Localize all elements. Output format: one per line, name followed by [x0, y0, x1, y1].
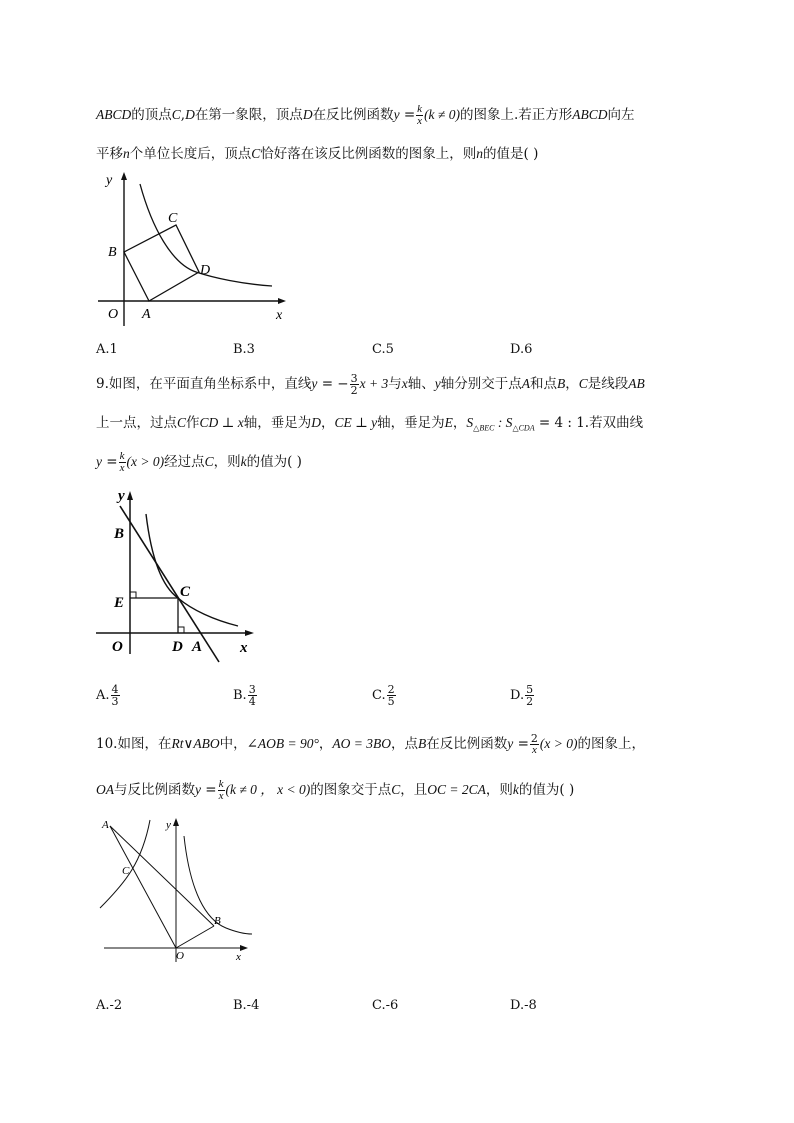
q9-x-arrow [245, 630, 254, 636]
q9-k-over-x: $\frac{k}{x}$ [119, 450, 125, 474]
q9-label-y: y [118, 488, 125, 504]
q10-option-b[interactable]: B.-4 [233, 998, 260, 1013]
q10-two-over-x: $\frac{2}{x}$ [530, 732, 538, 756]
q9-line-ab [120, 506, 219, 662]
q9-text-line-1: 9.如图，在平面直角坐标系中，直线y = − $\frac{3}{2}$ x + 3与x轴、y轴分别交于点A和点B，C是线段AB [96, 372, 645, 397]
q8-label-y: y [106, 173, 113, 188]
q10-label-x: x [236, 951, 241, 963]
q8-option-a[interactable]: A.1 [96, 342, 118, 357]
q10-label-y: y [166, 819, 171, 831]
q8-x-arrow [278, 298, 286, 304]
q10-x-arrow [240, 945, 248, 951]
q8-square-abcd [124, 225, 199, 301]
q8-option-b[interactable]: B.3 [233, 342, 255, 357]
q10-option-d[interactable]: D.-8 [510, 998, 537, 1013]
q8-label-b: B [108, 245, 117, 260]
q8-square-name: ABCD [96, 107, 132, 122]
q10-label-o: O [176, 950, 184, 962]
q9-three-halves: $\frac{3}{2}$ [350, 372, 358, 397]
q8-k-over-x: $\frac{k}{x}$ [417, 103, 423, 127]
q8-option-c[interactable]: C.5 [372, 342, 394, 357]
q9-text-line-3: y = $\frac{k}{x}$ (x > 0)经过点C，则k的值为( ) [96, 450, 302, 474]
q8-figure [92, 168, 302, 326]
q9-right-angle-d [178, 627, 184, 633]
q10-label-c: C [122, 865, 130, 877]
q9-figure [92, 484, 262, 666]
q8-label-a: A [142, 307, 151, 322]
q10-y-arrow [173, 818, 179, 826]
q10-text-line-1: 10.如图，在Rt∨ABO中，∠AOB = 90°，AO = 3BO，点B在反比例函数y = $\frac{2}{x}$ (x > 0)的图象上， [96, 732, 645, 756]
q9-option-b[interactable]: B. $\frac{3}{4}$ [233, 683, 256, 708]
q10-k-over-x: $\frac{k}{x}$ [218, 778, 224, 802]
q8-y-arrow [121, 172, 127, 180]
q8-label-c: C [168, 211, 178, 226]
q10-label-b: B [214, 915, 221, 927]
q9-label-a: A [192, 639, 203, 655]
q8-option-d[interactable]: D.6 [510, 342, 533, 357]
q10-hyperbola-left [100, 820, 150, 908]
q10-option-c[interactable]: C.-6 [372, 998, 399, 1013]
q9-right-angle-e [130, 592, 136, 598]
q8-label-d: D [200, 263, 211, 278]
q9-label-e: E [114, 595, 125, 611]
q10-text-line-2: OA与反比例函数y = $\frac{k}{x}$ (k ≠ 0 ， x < 0)的图象交于点C，且OC = 2CA，则k的值为( ) [96, 778, 575, 802]
q8-label-o: O [108, 307, 119, 322]
q8-text-line-2: 平移n个单位长度后，顶点C恰好落在该反比例函数的图象上，则n的值是( ) [96, 146, 539, 162]
q9-label-b: B [114, 526, 125, 542]
q9-label-o: O [112, 639, 123, 655]
q8-label-x: x [276, 308, 283, 323]
q10-option-a[interactable]: A.-2 [96, 998, 123, 1013]
q9-option-c[interactable]: C. $\frac{2}{5}$ [372, 683, 395, 708]
q9-label-c: C [180, 584, 191, 600]
q10-figure [96, 812, 268, 964]
q9-label-d: D [172, 639, 183, 655]
q9-option-a[interactable]: A. $\frac{4}{3}$ [96, 683, 119, 708]
q9-label-x: x [240, 640, 248, 656]
q10-label-a: A [102, 819, 109, 831]
q9-text-line-2: 上一点，过点C作CD ⊥ x轴，垂足为D，CE ⊥ y轴，垂足为E，$S_{\triangle BEC}$ : $S_{\triangle CDA} = 4$ : 1.若双曲线 [96, 415, 644, 433]
q8-text-line-1: ABCD的顶点C,D在第一象限，顶点D在反比例函数y = $\frac{k}{x}$ (k ≠ 0)的图象上.若正方形ABCD向左 [96, 103, 635, 127]
q9-option-d[interactable]: D. $\frac{5}{2}$ [510, 683, 534, 708]
q9-y-arrow [127, 491, 133, 500]
q10-segment-ob [176, 926, 214, 948]
